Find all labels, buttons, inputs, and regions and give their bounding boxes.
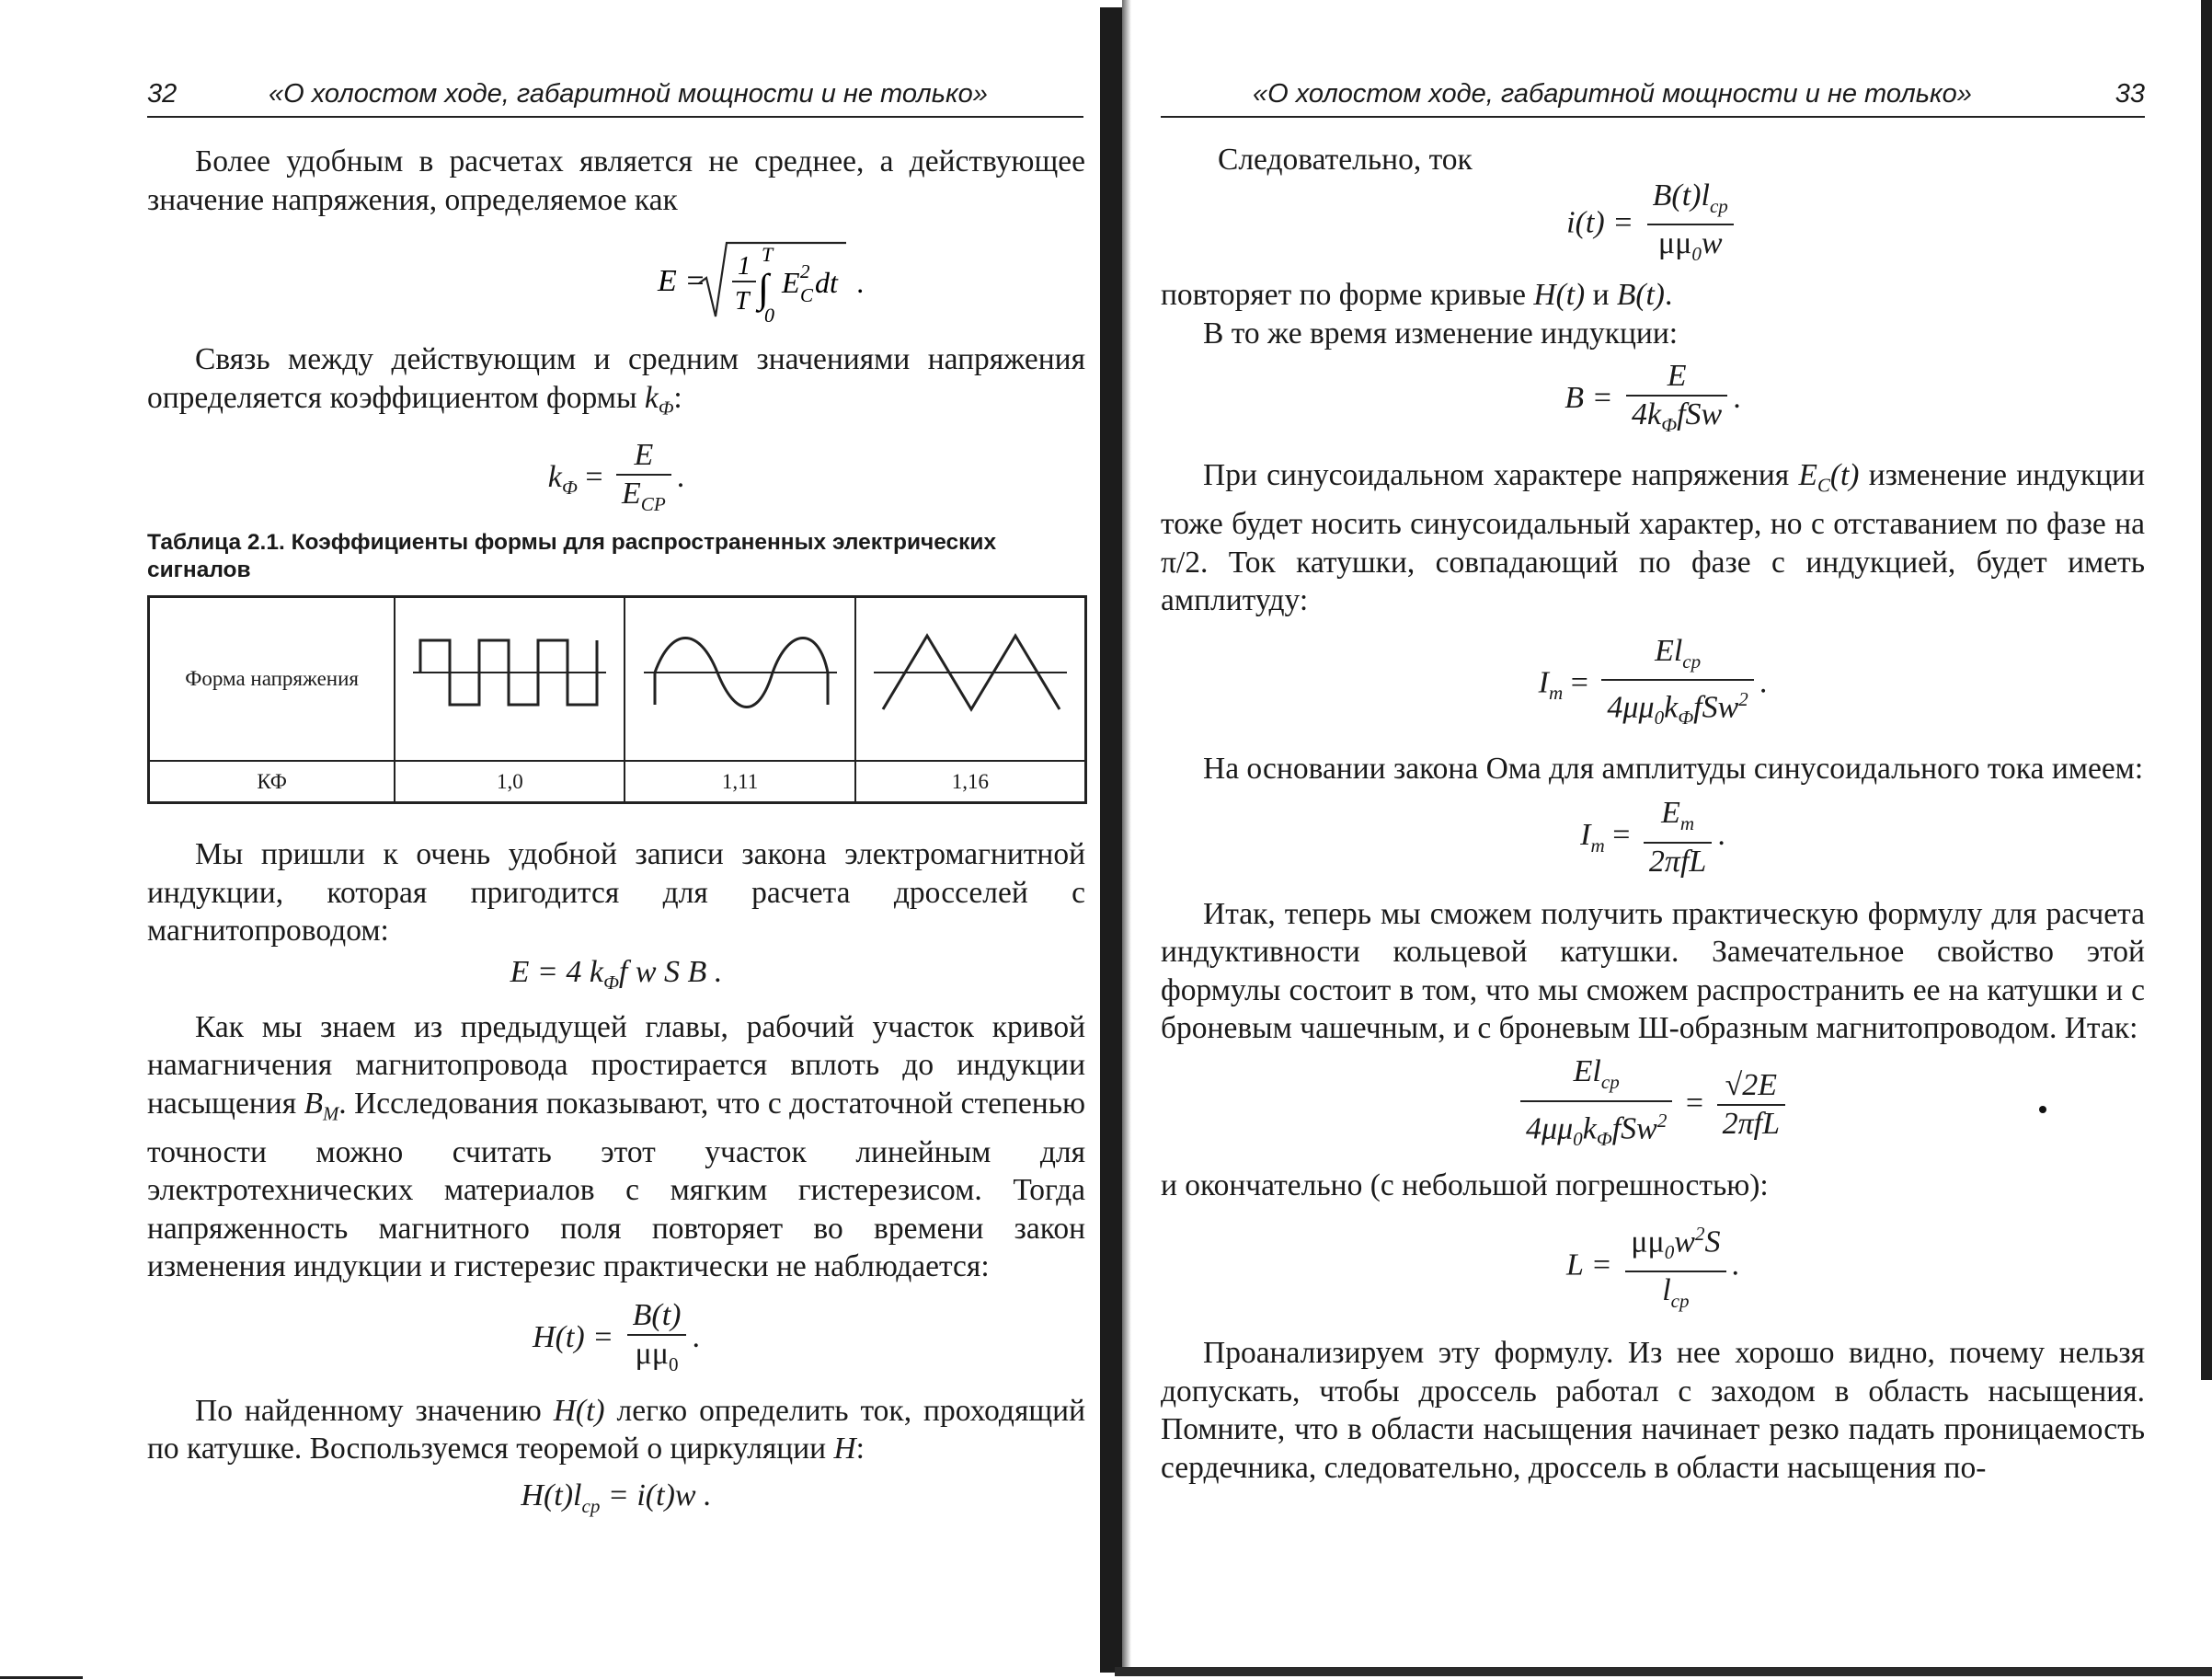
- inductance-fraction: $\mu\mu_0w^2S$ $l_{cp}$: [1625, 1215, 1725, 1319]
- equation-equality: $El_{cp}$ $4\mu\mu_0k_ФfSw^2$ = √2E 2πfL: [1161, 1053, 2145, 1157]
- left-page-number: 32: [147, 79, 178, 109]
- paragraph: Мы пришли к очень удобной записи закона электромагнитной индукции, которая пригодится для расчета дросселей с магнитопроводом:: [147, 837, 1085, 949]
- table-row-label: Форма напряжения: [149, 597, 395, 761]
- current-fraction: $B(t)l_{cp}$ $\mu\mu_0w$: [1647, 178, 1734, 273]
- equality-fraction-right: √2E 2πfL: [1717, 1067, 1785, 1143]
- equation-inductance: L = $\mu\mu_0w^2S$ $l_{cp}$ .: [1161, 1215, 2145, 1319]
- table-value: 1,0: [395, 761, 625, 803]
- table-row-label: КФ: [149, 761, 395, 803]
- right-header-title: «О холостом ходе, габаритной мощности и не только»: [1253, 79, 1972, 109]
- equation-current: i(t) = $B(t)l_{cp}$ $\mu\mu_0w$: [1161, 178, 2145, 273]
- rms-upper-limit: T: [762, 243, 774, 266]
- paragraph: Более удобным в расчетах является не среднее, а действующее значение напряжения, определяемое как: [147, 144, 1085, 217]
- rms-frac-num: 1: [738, 252, 751, 281]
- left-text-column: [147, 143, 1085, 1524]
- paragraph: На основании закона Ома для амплитуды синусоидального тока имеем:: [1203, 751, 2144, 786]
- table-value: 1,11: [625, 761, 854, 803]
- form-factor-table: [147, 595, 1087, 804]
- right-text-column: [1161, 141, 2145, 1487]
- equation-kf: $k_Ф$ = E $E_{CP}$ .: [147, 437, 1085, 523]
- rms-lower-limit: 0: [764, 304, 774, 326]
- left-header-title: «О холостом ходе, габаритной мощности и не только»: [269, 79, 988, 109]
- equation-emf: E = 4 $k_Фf$ w S B .: [510, 954, 723, 994]
- left-running-header: [147, 79, 1083, 118]
- table-cell-sine: [625, 597, 854, 761]
- paragraph: Проанализируем эту формулу. Из нее хорошо видно, почему нельзя допускать, чтобы дроссель работал с заходом в область насыщения. Помните, что в области насыщения начинает резко падать проницаемость сердечника, следовательно, дроссель в области насыщения по-: [1161, 1336, 2145, 1485]
- h-fraction: $\frac{B(t)}{\mu\mu_0}$: [627, 1297, 687, 1383]
- paragraph: Итак, теперь мы сможем получить практическую формулу для расчета индуктивности кольцевой катушки. Замечательное свойство этой формулы состоит в том, что мы сможем распространить ее на катушки и с броневым чашечным, и с броневым Ш-образным магнитопроводом. Итак:: [1161, 896, 2145, 1046]
- equation-induction: B = E $4k_ФfSw$ .: [1161, 358, 2145, 443]
- equation-rms: [147, 224, 1085, 326]
- rms-sub: C: [800, 284, 814, 306]
- right-page-number: 33: [2115, 79, 2145, 109]
- paragraph: По найденному значению H(t) легко определить ток, проходящий по катушке. Воспользуемся теоремой о циркуляции H:: [147, 1393, 1086, 1466]
- paragraph: В то же время изменение индукции:: [1203, 316, 1679, 351]
- symbol-ec: $E_C(t)$: [1798, 457, 1860, 497]
- paragraph: повторяет по форме кривые H(t) и B(t).: [1161, 278, 1673, 313]
- table-row: [149, 761, 1086, 803]
- paragraph-text: Связь между действующим и средним значениями напряжения определяется коэффициентом формы: [147, 342, 1085, 415]
- rms-formula-graphic: [147, 224, 1085, 326]
- induction-fraction: E $4k_ФfSw$: [1626, 358, 1727, 443]
- right-running-header: [1161, 79, 2145, 118]
- paragraph: Связь между действующим и средним значениями напряжения определяется коэффициентом формы $k_Ф$:: [147, 342, 1085, 420]
- table-cell-square: [395, 597, 625, 761]
- kf-fraction: E $E_{CP}$: [616, 437, 671, 523]
- table-value: 1,16: [855, 761, 1086, 803]
- equation-circulation: $H(t)l_{cp} = i(t)w$ .: [521, 1478, 712, 1517]
- rms-frac-den: T: [735, 287, 750, 316]
- symbol-bm: $B_M$: [304, 1086, 339, 1125]
- paragraph: Как мы знаем из предыдущей главы, рабочий участок кривой намагничения магнитопровода простирается вплоть до индукции насыщения $B_M$. Исследования показывают, что с достаточной степенью точности можно считать этот участок линейным для электротехнических материалов с мягким гистерезисом. Тогда напряженность магнитного поля повторяет во времени закон изменения индукции и гистерезис практически не наблюдается:: [147, 1009, 1085, 1284]
- rms-sup: 2: [800, 260, 810, 282]
- page-corner-mark: [0, 1638, 83, 1679]
- equality-fraction-left: $El_{cp}$ $4\mu\mu_0k_ФfSw^2$: [1520, 1053, 1672, 1157]
- table-caption: Таблица 2.1. Коэффициенты формы для распространенных электрических сигналов: [147, 530, 997, 583]
- paragraph: и окончательно (с небольшой погрешностью):: [1161, 1167, 1769, 1202]
- symbol-kf: $k_Ф$: [644, 380, 674, 420]
- square-wave-icon: [404, 622, 615, 723]
- rms-lhs: E =: [658, 264, 706, 298]
- paragraph: Следовательно, ток: [1218, 143, 1473, 177]
- equation-h: H(t) = $\frac{B(t)}{\mu\mu_0}$ .: [147, 1297, 1085, 1383]
- rms-dt: dt: [815, 266, 838, 299]
- rms-integrand: E: [782, 266, 800, 299]
- sine-wave-icon: [635, 622, 846, 723]
- amplitude-fraction-1: $El_{cp}$ $4\mu\mu_0k_ФfSw^2$: [1601, 633, 1753, 737]
- table-cell-triangle: [855, 597, 1086, 761]
- integral-sign: ∫: [758, 266, 770, 311]
- equation-amplitude-1: $I_m$ = $El_{cp}$ $4\mu\mu_0k_ФfSw^2$ .: [1161, 633, 2145, 737]
- triangle-wave-icon: [865, 622, 1076, 723]
- equation-amplitude-2: $I_m$ = $E_m$ 2πfL .: [1580, 796, 1725, 879]
- table-row: [149, 597, 1086, 761]
- rms-tail: .: [857, 266, 865, 299]
- amplitude-fraction-2: $E_m$ 2πfL: [1644, 795, 1712, 880]
- paragraph: При синусоидальном характере напряжения $E_C(t)$ изменение индукции тоже будет носить синусоидальный характер, но с отставанием по фазе на π/2. Ток катушки, совпадающий по фазе с индукцией, будет иметь амплитуду:: [1161, 457, 2145, 618]
- kf-lhs: $k_Ф$: [547, 459, 578, 499]
- right-page: [1115, 0, 2212, 1676]
